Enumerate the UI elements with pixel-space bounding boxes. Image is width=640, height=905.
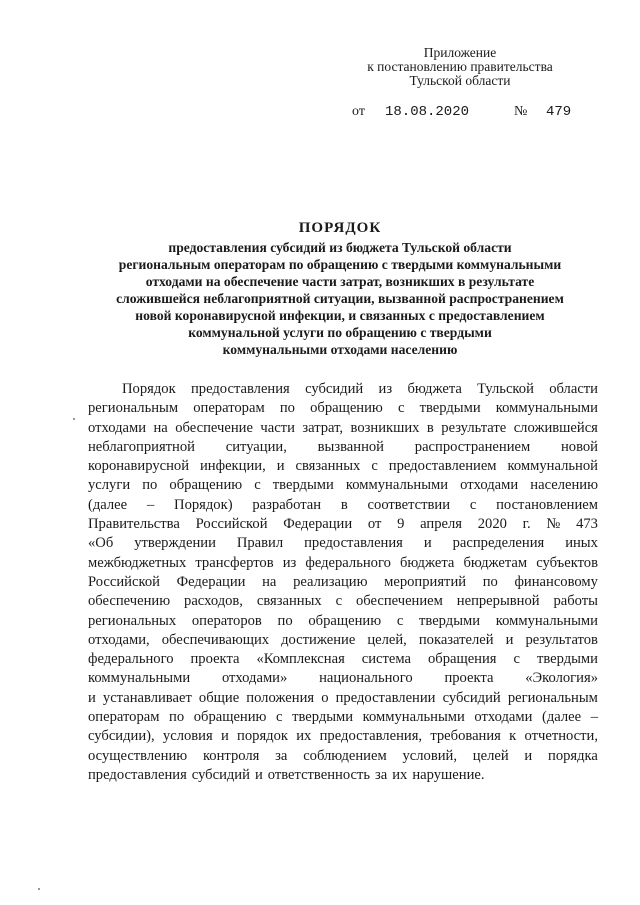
document-title (70, 219, 610, 358)
body-line: федерального проекта «Комплексная система обращения с твердыми (88, 651, 598, 668)
scan-speck (73, 418, 75, 420)
body-paragraph (88, 380, 598, 785)
body-line: операторам по обращению с твердыми коммунальными отходами (далее – (88, 709, 598, 726)
body-line: региональным операторам по обращению с твердыми коммунальными (88, 400, 598, 417)
subtitle-line: коммунальной услуги по обращению с твердыми (188, 325, 492, 340)
body-line: Российской Федерации на реализацию мероприятий по финансовому (88, 573, 598, 590)
decree-number-label: № (514, 104, 528, 119)
body-line: (далее – Порядок) разработан в соответствии с постановлением (88, 496, 598, 513)
body-line: Порядок предоставления субсидий из бюджета Тульской области (122, 381, 598, 397)
subtitle-line: региональным операторам по обращению с твердыми коммунальными (118, 257, 562, 272)
annex-header (340, 46, 580, 88)
scan-speck (38, 888, 40, 890)
annex-line-2: к постановлению правительства (367, 59, 553, 74)
body-line: услуги по обращению с твердыми коммунальными отходами населению (88, 477, 598, 494)
decree-from-label: от (352, 104, 365, 119)
subtitle-line: сложившейся неблагоприятной ситуации, вызванной распространением (116, 291, 564, 306)
decree-number: 479 (546, 104, 572, 120)
body-line: и устанавливает общие положения о предоставлении субсидий региональным (88, 689, 598, 706)
body-line: коммунальными отходами» национального проекта «Экология» (88, 670, 598, 687)
body-line: региональных операторов по обращению с твердыми коммунальными (88, 612, 598, 629)
annex-line-1: Приложение (423, 45, 497, 60)
body-line: осуществлению контроля за соблюдением условий, целей и порядка (88, 747, 598, 764)
body-line: обеспечению расходов, связанных с обеспечением непрерывной работы (88, 593, 598, 610)
body-line: межбюджетных трансфертов из федерального бюджета бюджетам субъектов (88, 554, 598, 571)
body-line: отходами, обеспечивающих достижение целей, показателей и результатов (88, 631, 598, 648)
body-line: коронавирусной инфекции, и связанных с предоставлением коммунальной (88, 458, 598, 475)
body-line: отходами на обеспечение части затрат, возникших в результате сложившейся (88, 419, 598, 436)
subtitle-line: коммунальными отходами населению (222, 342, 458, 357)
body-line: неблагоприятной ситуации, вызванной распространением новой (88, 438, 598, 455)
decree-date: 18.08.2020 (385, 104, 470, 120)
title-main: ПОРЯДОК (298, 220, 382, 236)
body-line: субсидии), условия и порядок их предоставления, требования к отчетности, (88, 728, 598, 745)
subtitle-line: предоставления субсидий из бюджета Тульской области (168, 240, 512, 255)
body-line: Правительства Российской Федерации от 9 апреля 2020 г. № 473 (88, 516, 598, 533)
annex-line-3: Тульской области (409, 73, 511, 88)
body-line: «Об утверждении Правил предоставления и распределения иных (88, 535, 598, 552)
body-line: предоставления субсидий и ответственность за их нарушение. (88, 766, 485, 783)
title-subtitle (70, 239, 610, 358)
subtitle-line: отходами на обеспечение части затрат, возникших в результате (145, 274, 535, 289)
subtitle-line: новой коронавирусной инфекции, и связанных с предоставлением (135, 308, 545, 323)
